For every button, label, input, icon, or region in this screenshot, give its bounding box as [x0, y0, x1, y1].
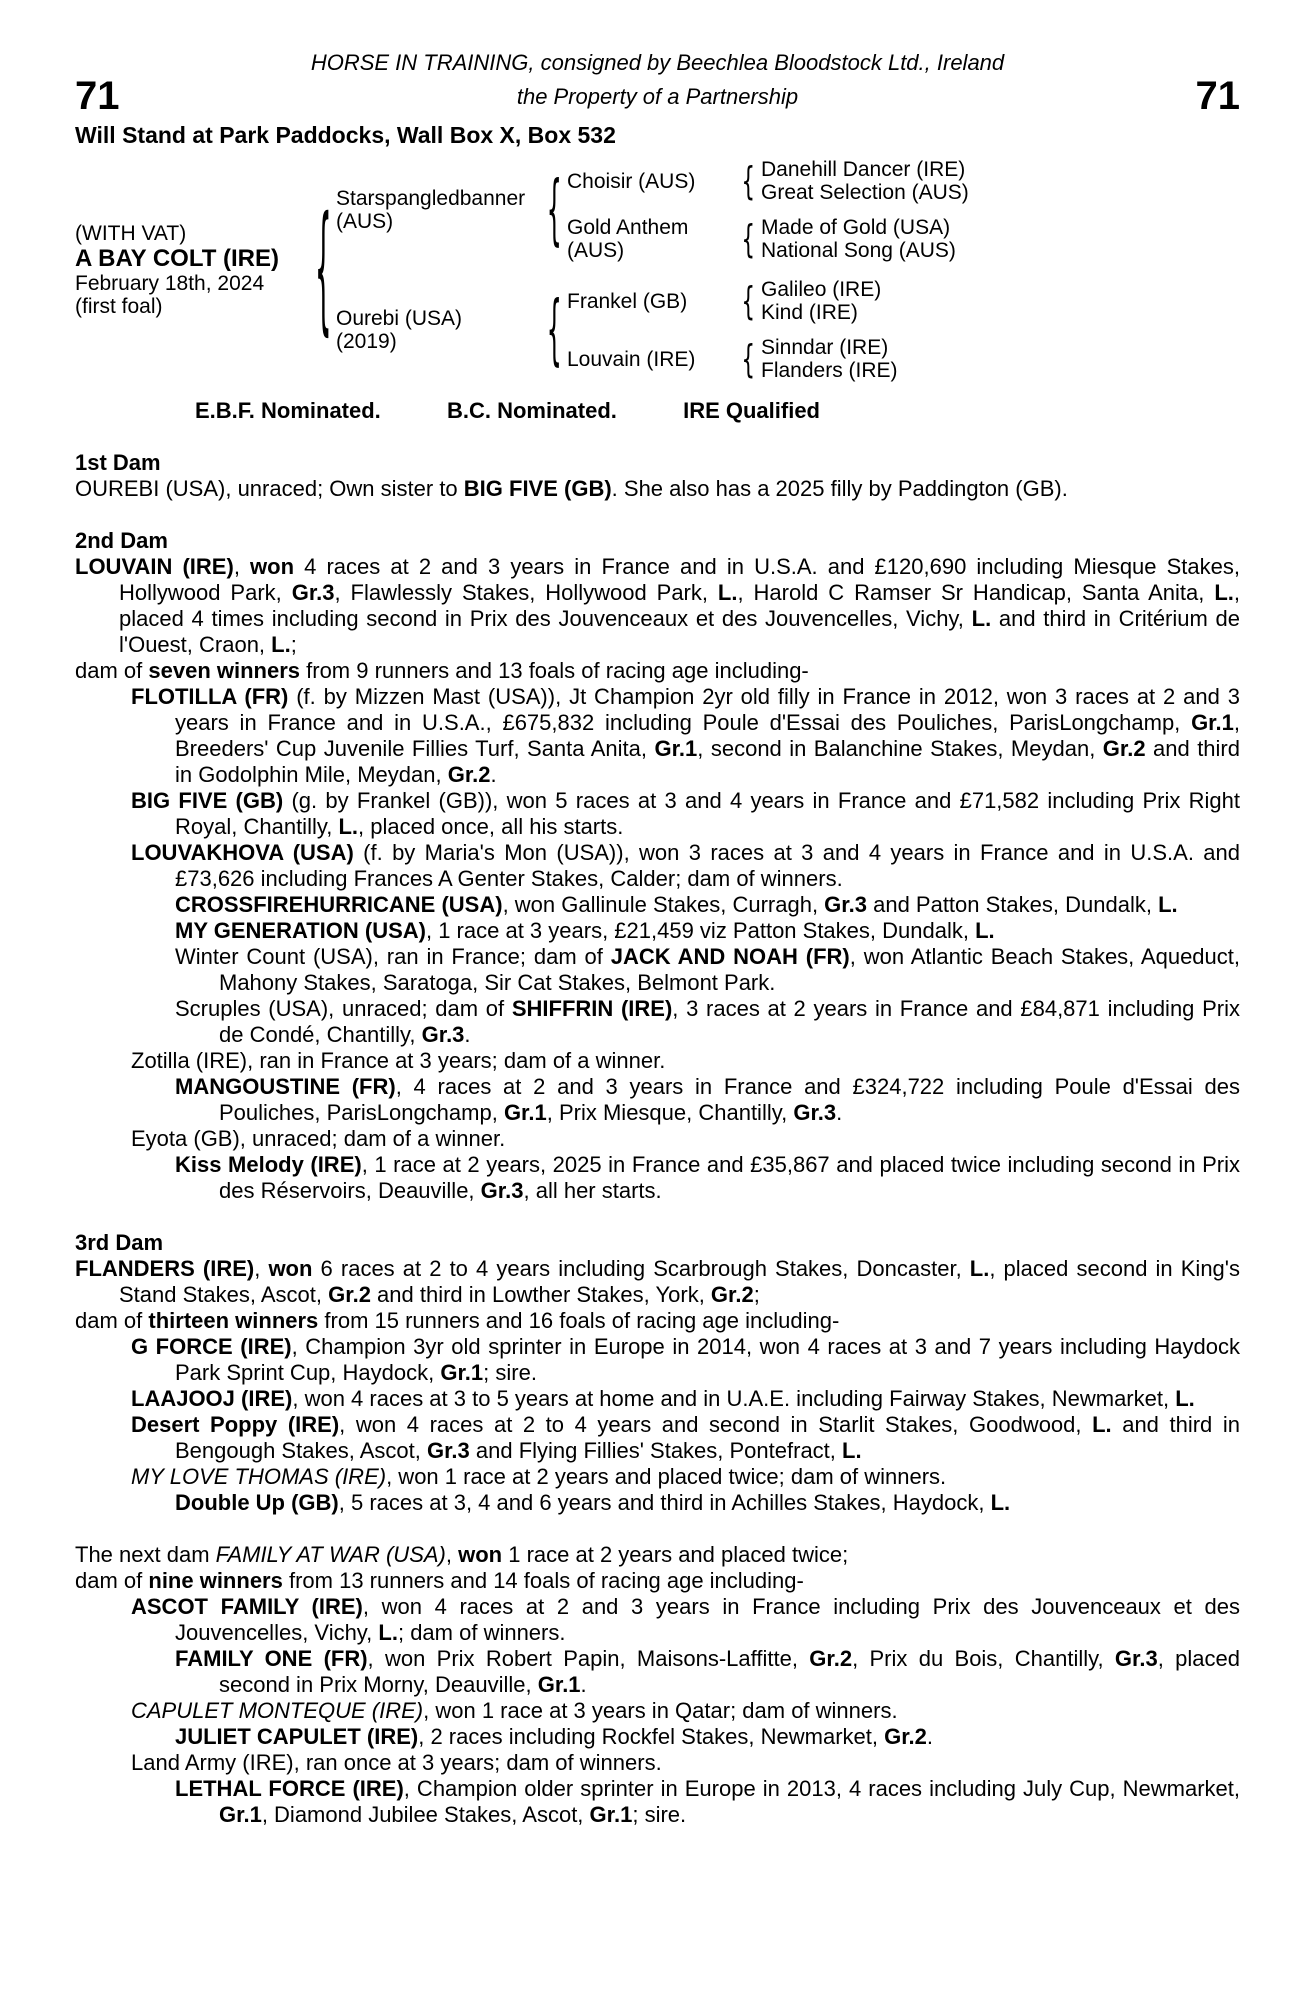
pedigree-text-paragraph: Zotilla (IRE), ran in France at 3 years; dam of a winner.	[131, 1048, 666, 1073]
dam-section-heading: 1st Dam	[75, 450, 161, 475]
emphasis-text: won	[458, 1542, 503, 1567]
emphasis-text: JULIET CAPULET (IRE)	[175, 1724, 419, 1749]
dam-section	[75, 528, 1240, 1204]
emphasis-text: CAPULET MONTEQUE (IRE)	[131, 1698, 424, 1723]
emphasis-text: Gr.1	[537, 1672, 581, 1697]
pedigree-text-paragraph: BIG FIVE (GB) (g. by Frankel (GB)), won 5 races at 3 and 4 years in France and £71,582 including Prix Right Royal, Chantilly, L., placed once, all his starts.	[131, 788, 1241, 839]
emphasis-text: nine winners	[148, 1568, 283, 1593]
great-granddam-name: Flanders (IRE)	[761, 359, 898, 382]
brace-small-icon	[735, 170, 761, 193]
emphasis-text: Gr.3	[291, 580, 335, 605]
emphasis-text: FAMILY ONE (FR)	[175, 1646, 368, 1671]
dam-section-heading: 2nd Dam	[75, 528, 168, 553]
ire-qualified-label: IRE Qualified	[683, 398, 820, 423]
emphasis-text: Gr.3	[480, 1178, 524, 1203]
dam-row	[336, 278, 1011, 382]
pedigree-parents	[336, 158, 1011, 382]
pedigree-text-paragraph: FAMILY ONE (FR), won Prix Robert Papin, Maisons-Laffitte, Gr.2, Prix du Bois, Chantilly, Gr.3, placed second in Prix Morny, Deauville, Gr.1.	[175, 1646, 1240, 1697]
dam-year-text: (2019)	[336, 330, 397, 353]
pedigree-text-paragraph: MANGOUSTINE (FR), 4 races at 2 and 3 years in France and £324,722 including Poule d'Essai des Pouliches, ParisLongchamp, Gr.1, Prix Miesque, Chantilly, Gr.3.	[175, 1074, 1240, 1125]
great-grandsire-name: Made of Gold (USA)	[761, 216, 951, 239]
brace-medium-icon	[541, 319, 567, 342]
dam-section	[75, 1542, 1240, 1828]
emphasis-text: CROSSFIREHURRICANE (USA)	[175, 892, 503, 917]
dam-section-heading: 3rd Dam	[75, 1230, 164, 1255]
emphasis-text: Gr.1	[654, 736, 698, 761]
emphasis-text: Gr.1	[440, 1360, 484, 1385]
nominations-line	[195, 398, 820, 424]
emphasis-text: Gr.2	[710, 1282, 754, 1307]
emphasis-text: BIG FIVE (GB)	[463, 476, 612, 501]
emphasis-text: G FORCE (IRE)	[131, 1334, 292, 1359]
pedigree-text-paragraph: JULIET CAPULET (IRE), 2 races including Rockfel Stakes, Newmarket, Gr.2.	[175, 1724, 934, 1749]
emphasis-text: LAAJOOJ (IRE)	[131, 1386, 293, 1411]
emphasis-text: L.	[1175, 1386, 1195, 1411]
emphasis-text: FAMILY AT WAR (USA)	[215, 1542, 446, 1567]
consignor-line: HORSE IN TRAINING, consigned by Beechlea Bloodstock Ltd., Ireland	[310, 50, 1005, 75]
pedigree-text-paragraph: LAAJOOJ (IRE), won 4 races at 3 to 5 years at home and in U.A.E. including Fairway Stakes, Newmarket, L.	[131, 1386, 1195, 1411]
granddam-name: Louvain (IRE)	[567, 347, 696, 371]
emphasis-text: JACK AND NOAH (FR)	[610, 944, 850, 969]
pedigree-text-paragraph: Land Army (IRE), ran once at 3 years; dam of winners.	[131, 1750, 662, 1775]
emphasis-text: Gr.3	[824, 892, 867, 917]
page-header	[75, 50, 1240, 118]
bc-nominated-label: B.C. Nominated.	[446, 398, 617, 423]
brace-small-icon	[735, 348, 761, 371]
great-grandparents	[761, 278, 1011, 324]
emphasis-text: L.	[971, 606, 992, 631]
emphasis-text: BIG FIVE (GB)	[131, 788, 284, 813]
pedigree-text-paragraph: FLOTILLA (FR) (f. by Mizzen Mast (USA)), Jt Champion 2yr old filly in France in 2012, won 3 races at 2 and 3 years in France and in U.S.A., £675,832 including Poule d'Essai des Pouliches, ParisLongchamp, Gr.1, Breeders' Cup Juvenile Fillies Turf, Santa Anita, Gr.1, second in Balanchine Stakes, Meydan, Gr.2 and third in Godolphin Mile, Meydan, Gr.2.	[131, 684, 1240, 787]
emphasis-text: Gr.3	[793, 1100, 837, 1125]
brace-small-icon	[735, 290, 761, 313]
emphasis-text: Gr.3	[1114, 1646, 1158, 1671]
emphasis-text: Double Up (GB)	[175, 1490, 339, 1515]
sire-grandparents	[567, 158, 1011, 262]
pedigree-text-paragraph: MY LOVE THOMAS (IRE), won 1 race at 2 years and placed twice; dam of winners.	[131, 1464, 947, 1489]
emphasis-text: L.	[1092, 1412, 1112, 1437]
pedigree-table	[75, 158, 1240, 382]
great-grandparents	[761, 336, 1011, 382]
pedigree-text-paragraph: ASCOT FAMILY (IRE), won 4 races at 2 and 3 years in France including Prix des Jouvenceaux et des Jouvencelles, Vichy, L.; dam of winners.	[131, 1594, 1241, 1645]
emphasis-text: L.	[717, 580, 738, 605]
pedigree-text-paragraph: G FORCE (IRE), Champion 3yr old sprinter in Europe in 2014, won 4 races at 3 and 7 years including Haydock Park Sprint Cup, Haydock, Gr.1; sire.	[131, 1334, 1240, 1385]
pedigree-text-paragraph: dam of thirteen winners from 15 runners and 16 foals of racing age including-	[75, 1308, 840, 1333]
emphasis-text: LOUVAKHOVA (USA)	[131, 840, 354, 865]
emphasis-text: Gr.2	[328, 1282, 371, 1307]
great-granddam-name: Great Selection (AUS)	[761, 181, 969, 204]
dam-name-text: Ourebi (USA)	[336, 307, 463, 330]
grandsire-name: Frankel (GB)	[567, 289, 688, 313]
emphasis-text: Gr.1	[589, 1802, 633, 1827]
emphasis-text: L.	[378, 1620, 398, 1645]
great-grandsire-name: Sinndar (IRE)	[761, 336, 889, 359]
brace-small-icon	[735, 228, 761, 251]
lot-number-right: 71	[1195, 74, 1240, 118]
emphasis-text: Gr.2	[1102, 736, 1146, 761]
pedigree-text-paragraph: LETHAL FORCE (IRE), Champion older sprinter in Europe in 2013, 4 races including July Cup, Newmarket, Gr.1, Diamond Jubilee Stakes, Ascot, Gr.1; sire.	[175, 1776, 1241, 1827]
emphasis-text: L.	[338, 814, 358, 839]
foal-note: (first foal)	[75, 295, 163, 318]
emphasis-text: L.	[1158, 892, 1178, 917]
pedigree-text-paragraph: CROSSFIREHURRICANE (USA), won Gallinule Stakes, Curragh, Gr.3 and Patton Stakes, Dundalk, L.	[175, 892, 1178, 917]
dam-section	[75, 1230, 1240, 1516]
dam-section	[75, 450, 1240, 502]
emphasis-text: LOUVAIN (IRE)	[75, 554, 234, 579]
emphasis-text: Gr.1	[219, 1802, 262, 1827]
subject-name: A BAY COLT (IRE)	[75, 245, 280, 272]
emphasis-text: L.	[842, 1438, 862, 1463]
emphasis-text: L.	[975, 918, 995, 943]
grandsire-name: Choisir (AUS)	[567, 169, 696, 193]
pedigree-text-paragraph: Eyota (GB), unraced; dam of a winner.	[131, 1126, 506, 1151]
emphasis-text: Gr.3	[421, 1022, 465, 1047]
emphasis-text: L.	[271, 632, 291, 657]
pedigree-text-paragraph: dam of nine winners from 13 runners and 14 foals of racing age including-	[75, 1568, 804, 1593]
property-line: the Property of a Partnership	[516, 84, 799, 109]
dam-sections	[75, 450, 1240, 1828]
emphasis-text: Gr.1	[503, 1100, 547, 1125]
vat-note: (WITH VAT)	[75, 222, 187, 245]
emphasis-text: Kiss Melody (IRE)	[175, 1152, 362, 1177]
emphasis-text: won	[268, 1256, 313, 1281]
pedigree-text-paragraph: Winter Count (USA), ran in France; dam of JACK AND NOAH (FR), won Atlantic Beach Stakes, Aqueduct, Mahony Stakes, Saratoga, Sir Cat Stakes, Belmont Park.	[175, 944, 1240, 995]
dam-name	[336, 307, 541, 353]
emphasis-text: Gr.2	[447, 762, 491, 787]
sire-name: Starspangledbanner (AUS)	[336, 187, 526, 233]
emphasis-text: L.	[990, 1490, 1011, 1515]
emphasis-text: ASCOT FAMILY (IRE)	[131, 1594, 363, 1619]
great-granddam-name: Kind (IRE)	[761, 301, 858, 324]
emphasis-text: SHIFFRIN (IRE)	[511, 996, 673, 1021]
emphasis-text: LETHAL FORCE (IRE)	[175, 1776, 404, 1801]
granddam-name: Gold Anthem (AUS)	[567, 216, 689, 262]
pedigree-text-paragraph: Double Up (GB), 5 races at 3, 4 and 6 years and third in Achilles Stakes, Haydock, L.	[175, 1490, 1011, 1515]
pedigree-text-paragraph: FLANDERS (IRE), won 6 races at 2 to 4 years including Scarbrough Stakes, Doncaster, L., placed second in King's Stand Stakes, Ascot, Gr.2 and third in Lowther Stakes, York, Gr.2;	[75, 1256, 1240, 1307]
emphasis-text: seven winners	[148, 658, 301, 683]
pedigree-text-paragraph: Scruples (USA), unraced; dam of SHIFFRIN (IRE), 3 races at 2 years in France and £84,871 including Prix de Condé, Chantilly, Gr.3.	[175, 996, 1240, 1047]
emphasis-text: FLOTILLA (FR)	[131, 684, 289, 709]
subject-block	[75, 222, 310, 318]
pedigree-text-paragraph: LOUVAIN (IRE), won 4 races at 2 and 3 years in France and in U.S.A. and £120,690 including Miesque Stakes, Hollywood Park, Gr.3, Flawlessly Stakes, Hollywood Park, L., Harold C Ramser Sr Handicap, Santa Anita, L., placed 4 times including second in Prix des Jouvenceaux et des Jouvencelles, Vichy, L. and third in Critérium de l'Ouest, Craon, L.;	[75, 554, 1240, 657]
great-granddam-name: National Song (AUS)	[761, 239, 956, 262]
emphasis-text: MANGOUSTINE (FR)	[175, 1074, 396, 1099]
sire-row	[336, 158, 1011, 262]
emphasis-text: MY GENERATION (USA)	[175, 918, 426, 943]
emphasis-text: Gr.1	[1191, 710, 1234, 735]
grandsire-row	[567, 158, 1011, 204]
pedigree-text-paragraph: Kiss Melody (IRE), 1 race at 2 years, 2025 in France and £35,867 and placed twice including second in Prix des Réservoirs, Deauville, Gr.3, all her starts.	[175, 1152, 1241, 1203]
granddam-row	[567, 336, 1011, 382]
pedigree-text-paragraph: CAPULET MONTEQUE (IRE), won 1 race at 3 years in Qatar; dam of winners.	[131, 1698, 898, 1723]
grandsire-row	[567, 278, 1011, 324]
great-grandsire-name: Danehill Dancer (IRE)	[761, 158, 966, 181]
emphasis-text: thirteen winners	[148, 1308, 319, 1333]
pedigree-text-paragraph: The next dam FAMILY AT WAR (USA), won 1 race at 2 years and placed twice;	[75, 1542, 849, 1567]
emphasis-text: Desert Poppy (IRE)	[131, 1412, 340, 1437]
brace-medium-icon	[541, 199, 567, 222]
pedigree-text-paragraph: MY GENERATION (USA), 1 race at 3 years, £21,459 viz Patton Stakes, Dundalk, L.	[175, 918, 995, 943]
emphasis-text: won	[250, 554, 295, 579]
great-grandparents	[761, 216, 1011, 262]
brace-large-icon	[310, 259, 336, 282]
pedigree-text-paragraph: LOUVAKHOVA (USA) (f. by Maria's Mon (USA)), won 3 races at 3 and 4 years in France and in U.S.A. and £73,626 including Frances A Genter Stakes, Calder; dam of winners.	[131, 840, 1240, 891]
pedigree-text-paragraph: dam of seven winners from 9 runners and 13 foals of racing age including-	[75, 658, 809, 683]
pedigree-text-paragraph: OUREBI (USA), unraced; Own sister to BIG FIVE (GB). She also has a 2025 filly by Paddington (GB).	[75, 476, 1068, 501]
emphasis-text: L.	[1214, 580, 1234, 605]
lot-number-left: 71	[75, 74, 120, 118]
emphasis-text: Gr.3	[426, 1438, 470, 1463]
emphasis-text: MY LOVE THOMAS (IRE)	[131, 1464, 387, 1489]
granddam-row	[567, 216, 1011, 262]
pedigree-text-paragraph: Desert Poppy (IRE), won 4 races at 2 to 4 years and second in Starlit Stakes, Goodwood, L. and third in Bengough Stakes, Ascot, Gr.3 and Flying Fillies' Stakes, Pontefract, L.	[131, 1412, 1240, 1463]
stand-location-line: Will Stand at Park Paddocks, Wall Box X, Box 532	[75, 122, 616, 148]
emphasis-text: Gr.2	[884, 1724, 927, 1749]
ebf-nominated-label: E.B.F. Nominated.	[195, 398, 381, 423]
great-grandparents	[761, 158, 1011, 204]
emphasis-text: Gr.2	[809, 1646, 853, 1671]
emphasis-text: L.	[969, 1256, 990, 1281]
emphasis-text: FLANDERS (IRE)	[75, 1256, 255, 1281]
great-grandsire-name: Galileo (IRE)	[761, 278, 882, 301]
foal-date: February 18th, 2024	[75, 272, 265, 295]
dam-grandparents	[567, 278, 1011, 382]
